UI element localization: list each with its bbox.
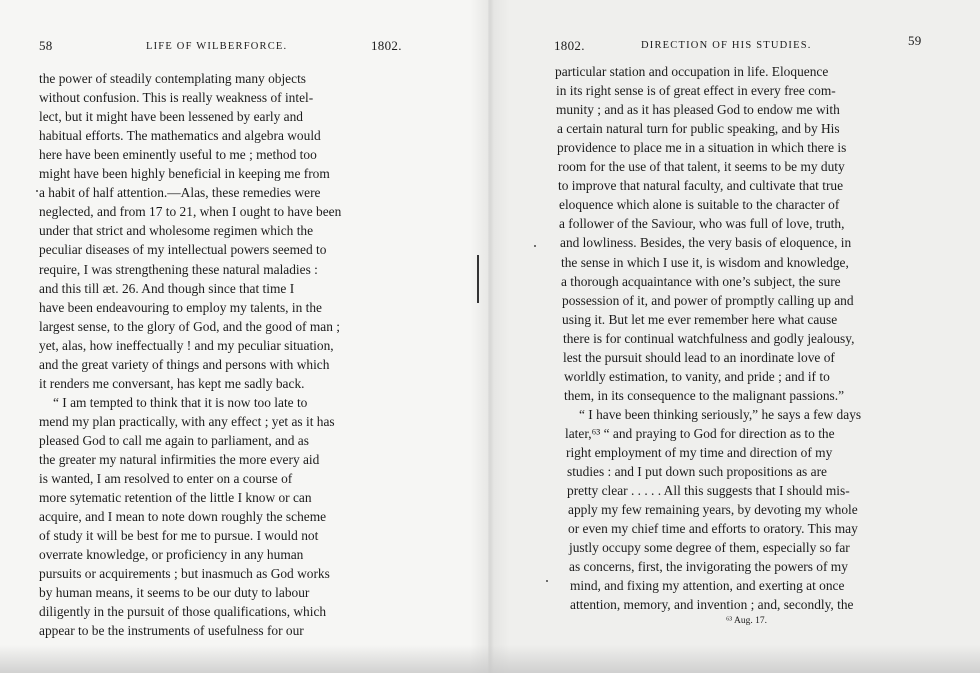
text-line: munity ; and as it has pleased God to endow me with	[556, 102, 840, 118]
left-page-number: 58	[39, 38, 53, 53]
text-line: attention, memory, and invention ; and, secondly, the	[570, 597, 854, 613]
right-running-title: DIRECTION OF HIS STUDIES.	[641, 40, 812, 51]
scan-speck	[546, 580, 548, 582]
right-page-number: 59	[908, 33, 922, 48]
text-line: justly occupy some degree of them, especially so far	[569, 540, 850, 556]
text-line: particular station and occupation in life. Eloquence	[555, 64, 829, 79]
text-line: here have been eminently useful to me ; method too	[39, 147, 317, 163]
text-line: habitual efforts. The mathematics and algebra would	[39, 128, 321, 144]
text-line: have been endeavouring to employ my talents, in the	[39, 299, 322, 315]
text-line: a certain natural turn for public speaking, and by His	[557, 121, 840, 137]
text-line: neglected, and from 17 to 21, when I ought to have been	[39, 204, 342, 220]
text-line: “ I have been thinking seriously,” he says a few days	[579, 406, 862, 422]
left-page	[0, 0, 488, 673]
text-line: apply my few remaining years, by devoting my whole	[568, 502, 858, 518]
text-line: largest sense, to the glory of God, and the good of man ;	[39, 318, 340, 334]
text-line: the power of steadily contemplating many objects	[39, 71, 306, 86]
text-line: might have been highly beneficial in keeping me from	[39, 166, 330, 182]
text-line: the sense in which I use it, is wisdom and knowledge,	[561, 254, 849, 270]
text-line: worldly estimation, to vanity, and pride ; and if to	[564, 368, 830, 384]
text-line: and lowliness. Besides, the very basis of eloquence, in	[560, 235, 852, 251]
text-line: pursuits or acquirements ; but inasmuch as God works	[39, 566, 330, 582]
text-line: lest the pursuit should lead to an inordinate love of	[563, 349, 835, 365]
text-line: lect, but it might have been lessened by early and	[39, 109, 304, 125]
text-line: of study it will be best for me to pursue. I would not	[39, 528, 319, 544]
text-line: a thorough acquaintance with one’s subject, the sure	[561, 273, 841, 289]
text-line: require, I was strengthening these natural maladies :	[39, 261, 318, 277]
text-line: as concerns, first, the invigorating the powers of my	[569, 559, 848, 575]
text-line: there is for continual watchfulness and godly jealousy,	[563, 330, 855, 346]
text-line: eloquence which alone is suitable to the character of	[559, 197, 840, 213]
text-line: more sytematic retention of the little I know or can	[39, 490, 312, 506]
text-line: by human means, it seems to be our duty to labour	[39, 585, 310, 601]
text-line: yet, alas, how ineffectually ! and my peculiar situation,	[39, 337, 334, 353]
text-line: “ I am tempted to think that it is now too late to	[53, 394, 308, 410]
text-line: a follower of the Saviour, who was full of love, truth,	[559, 216, 845, 232]
text-line: overrate knowledge, or proficiency in any human	[39, 547, 304, 563]
scan-speck	[36, 190, 38, 192]
text-line: providence to place me in a situation in which there is	[557, 140, 847, 156]
text-line: appear to be the instruments of usefulness for our	[39, 623, 304, 639]
text-line: mind, and fixing my attention, and exerting at once	[570, 578, 845, 594]
text-line: room for the use of that talent, it seems to be my duty	[558, 159, 845, 175]
text-line: pleased God to call me again to parliament, and as	[39, 432, 309, 448]
text-line: the greater my natural infirmities the more every aid	[39, 452, 320, 467]
text-line: pretty clear . . . . . All this suggests that I should mis-	[567, 483, 850, 499]
footnote: ⁶³ Aug. 17.	[726, 616, 767, 626]
right-page	[488, 0, 980, 673]
text-line: it renders me conversant, has kept me sadly back.	[39, 375, 305, 391]
text-line: is wanted, I am resolved to enter on a course of	[39, 471, 293, 487]
left-year: 1802.	[371, 38, 402, 53]
text-line: or even my chief time and efforts to oratory. This may	[568, 521, 858, 537]
text-line: without confusion. This is really weakness of intel-	[39, 90, 314, 106]
gutter-mark	[477, 255, 479, 303]
text-line: using it. But let me ever remember here what cause	[562, 311, 838, 327]
text-line: possession of it, and power of promptly calling up and	[562, 292, 854, 308]
text-line: and the great variety of things and persons with which	[39, 356, 330, 372]
text-line: later,⁶³ “ and praying to God for direction as to the	[565, 425, 835, 441]
text-line: and this till æt. 26. And though since that time I	[39, 280, 295, 296]
left-running-title: LIFE OF WILBERFORCE.	[146, 41, 288, 52]
text-line: peculiar diseases of my intellectual powers seemed to	[39, 242, 327, 258]
text-line: mend my plan practically, with any effect ; yet as it has	[39, 413, 335, 429]
right-year: 1802.	[554, 38, 585, 53]
text-line: to improve that natural faculty, and cultivate that true	[558, 178, 844, 194]
scan-speck	[534, 245, 536, 247]
text-line: in its right sense is of great effect in every free com-	[556, 83, 836, 99]
text-line: studies : and I put down such propositions as are	[567, 464, 827, 480]
text-line: under that strict and wholesome regimen which the	[39, 223, 314, 239]
text-line: them, in its consequence to the malignant passions.”	[564, 387, 845, 403]
text-line: right employment of my time and direction of my	[566, 445, 833, 460]
text-line: acquire, and I mean to note down roughly the scheme	[39, 509, 327, 525]
text-line: diligently in the pursuit of those qualifications, which	[39, 604, 327, 620]
text-line: a habit of half attention.—Alas, these remedies were	[39, 185, 321, 201]
